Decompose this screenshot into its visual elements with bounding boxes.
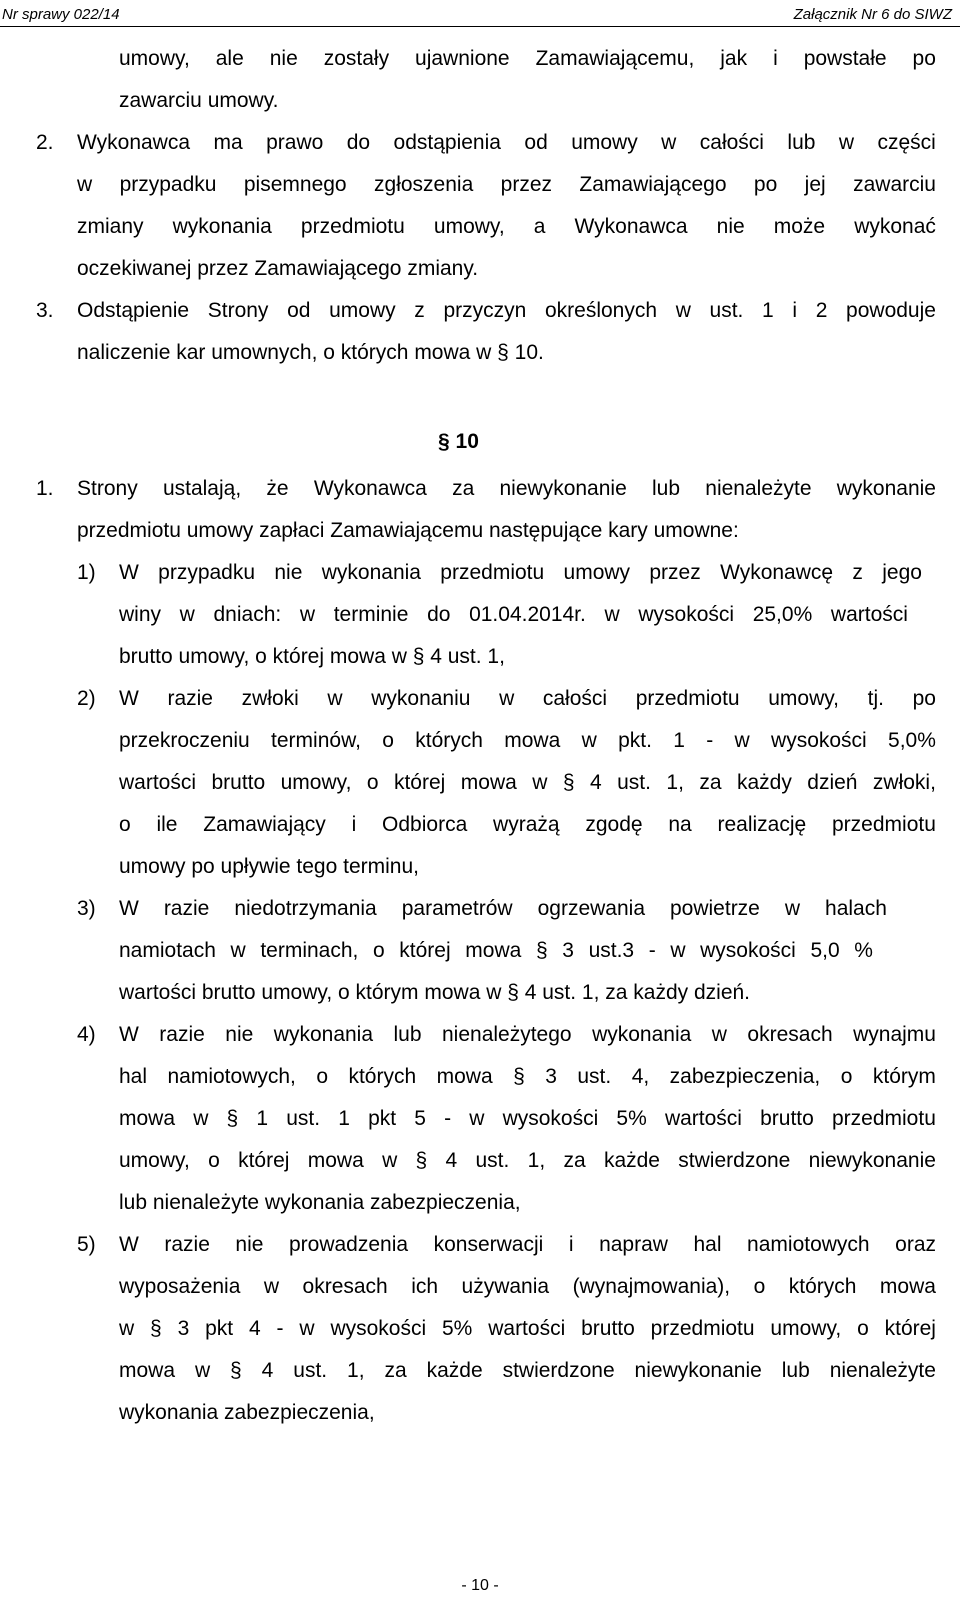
list-item-line: mowa w § 1 ust. 1 pkt 5 - w wysokości 5% wartości brutto przedmiotu bbox=[119, 1107, 936, 1130]
section-title: § 10 bbox=[438, 430, 479, 453]
list-item-line: mowa w § 4 ust. 1, za każde stwierdzone niewykonanie lub nienależyte bbox=[119, 1359, 936, 1382]
list-item-line: W razie niedotrzymania parametrów ogrzewania powietrze w halach bbox=[119, 897, 887, 920]
paragraph-text-line: Strony ustalają, że Wykonawca za niewykonanie lub nienależyte wykonanie bbox=[77, 477, 936, 500]
paragraph-text-line: Wykonawca ma prawo do odstąpienia od umowy w całości lub w części bbox=[77, 131, 936, 154]
list-item-line: umowy po upływie tego terminu, bbox=[119, 855, 419, 878]
paragraph-text-line: zawarciu umowy. bbox=[119, 89, 279, 112]
list-item-line: W razie zwłoki w wykonaniu w całości przedmiotu umowy, tj. po bbox=[119, 687, 936, 710]
point-number: 1. bbox=[36, 477, 54, 500]
header-case-number: Nr sprawy 022/14 bbox=[2, 6, 120, 23]
list-item-number: 4) bbox=[77, 1023, 96, 1046]
point-number: 2. bbox=[36, 131, 54, 154]
list-item-number: 3) bbox=[77, 897, 96, 920]
paragraph-text-line: w przypadku pisemnego zgłoszenia przez Zamawiającego po jej zawarciu bbox=[77, 173, 936, 196]
paragraph-text-line: Odstąpienie Strony od umowy z przyczyn określonych w ust. 1 i 2 powoduje bbox=[77, 299, 936, 322]
list-item-line: wartości brutto umowy, o której mowa w § 4 ust. 1, za każdy dzień zwłoki, bbox=[119, 771, 936, 794]
list-item-line: w § 3 pkt 4 - w wysokości 5% wartości brutto przedmiotu umowy, o której bbox=[119, 1317, 936, 1340]
paragraph-text-line: przedmiotu umowy zapłaci Zamawiającemu następujące kary umowne: bbox=[77, 519, 739, 542]
paragraph-text-line: naliczenie kar umownych, o których mowa w § 10. bbox=[77, 341, 544, 364]
list-item-line: namiotach w terminach, o której mowa § 3 ust.3 - w wysokości 5,0 % bbox=[119, 939, 873, 962]
header-divider bbox=[0, 26, 960, 27]
list-item-line: W razie nie wykonania lub nienależytego wykonania w okresach wynajmu bbox=[119, 1023, 936, 1046]
list-item-line: W przypadku nie wykonania przedmiotu umowy przez Wykonawcę z jego bbox=[119, 561, 922, 584]
point-number: 3. bbox=[36, 299, 54, 322]
list-item-line: W razie nie prowadzenia konserwacji i napraw hal namiotowych oraz bbox=[119, 1233, 936, 1256]
list-item-number: 5) bbox=[77, 1233, 96, 1256]
list-item-line: o ile Zamawiający i Odbiorca wyrażą zgodę na realizację przedmiotu bbox=[119, 813, 936, 836]
list-item-line: wykonania zabezpieczenia, bbox=[119, 1401, 375, 1424]
list-item-number: 1) bbox=[77, 561, 96, 584]
list-item-line: umowy, o której mowa w § 4 ust. 1, za każde stwierdzone niewykonanie bbox=[119, 1149, 936, 1172]
paragraph-text-line: umowy, ale nie zostały ujawnione Zamawiającemu, jak i powstałe po bbox=[119, 47, 936, 70]
list-item-line: wartości brutto umowy, o którym mowa w § 4 ust. 1, za każdy dzień. bbox=[119, 981, 751, 1004]
list-item-line: hal namiotowych, o których mowa § 3 ust. 4, zabezpieczenia, o którym bbox=[119, 1065, 936, 1088]
list-item-line: wyposażenia w okresach ich używania (wynajmowania), o których mowa bbox=[119, 1275, 936, 1298]
list-item-line: brutto umowy, o której mowa w § 4 ust. 1, bbox=[119, 645, 505, 668]
page-number: - 10 - bbox=[461, 1577, 499, 1594]
paragraph-text-line: oczekiwanej przez Zamawiającego zmiany. bbox=[77, 257, 479, 280]
list-item-line: winy w dniach: w terminie do 01.04.2014r. w wysokości 25,0% wartości bbox=[119, 603, 908, 626]
list-item-line: lub nienależyte wykonania zabezpieczenia, bbox=[119, 1191, 521, 1214]
header-attachment-label: Załącznik Nr 6 do SIWZ bbox=[793, 6, 952, 23]
list-item-number: 2) bbox=[77, 687, 96, 710]
paragraph-text-line: zmiany wykonania przedmiotu umowy, a Wykonawca nie może wykonać bbox=[77, 215, 936, 238]
list-item-line: przekroczeniu terminów, o których mowa w pkt. 1 - w wysokości 5,0% bbox=[119, 729, 936, 752]
